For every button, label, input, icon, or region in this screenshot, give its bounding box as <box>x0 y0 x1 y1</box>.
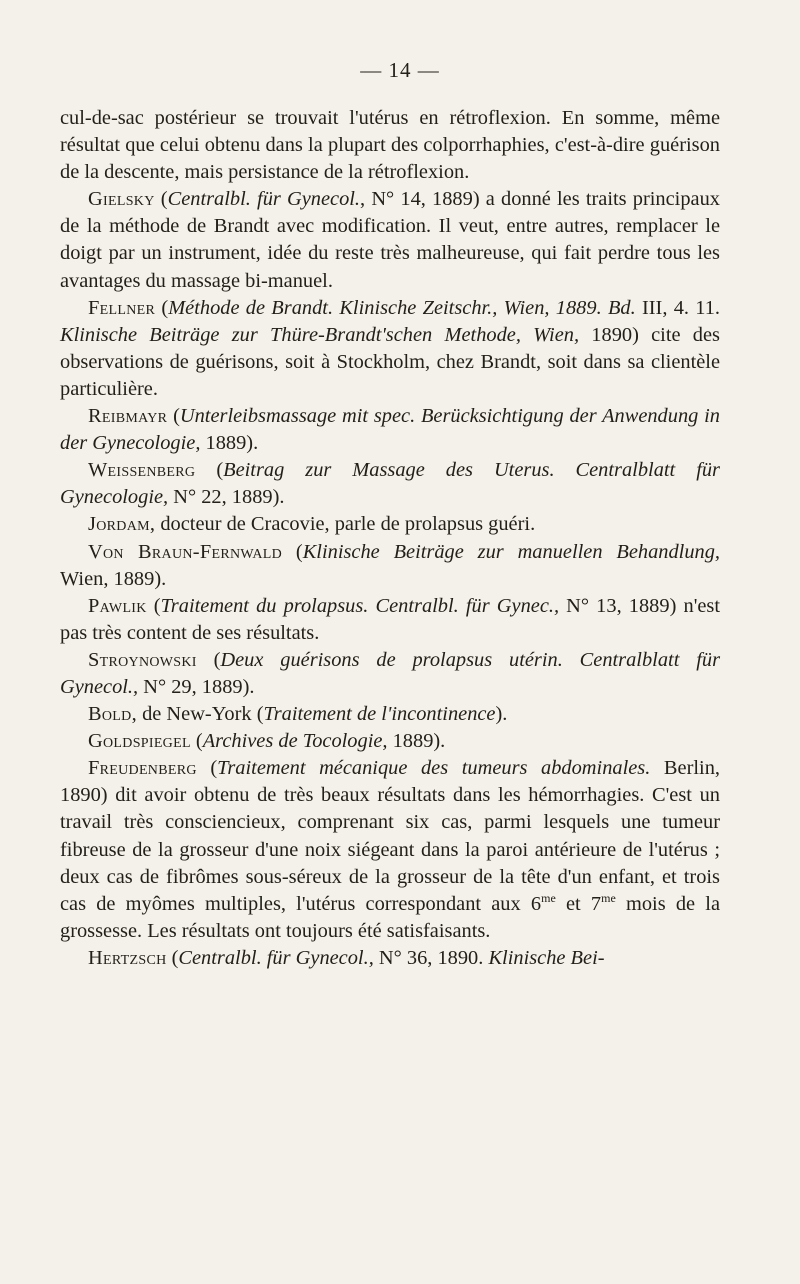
reference-title: Archives de Tocologie, <box>202 730 388 753</box>
paragraph-stroynowski <box>60 647 720 701</box>
author-name: Weissenberg <box>88 459 196 482</box>
reference-title: Traitement de l'incontinence <box>263 703 496 726</box>
paragraph-text: docteur de Cracovie, parle de prolapsus guéri. <box>155 513 536 536</box>
reference-title: Klinische Beiträge zur manuellen Behandlung, <box>302 540 721 563</box>
paragraph-text: n'est pas très content de ses résultats. <box>60 594 721 644</box>
ref-open: ( <box>161 296 169 319</box>
page-number: — 14 — <box>360 58 440 82</box>
ref-open: ( <box>196 757 218 780</box>
ref-close: 1889). <box>200 432 259 455</box>
superscript: me <box>541 890 556 905</box>
paragraph-text-3: mois de la grossesse. Les résultats ont toujours été satisfaisants. <box>60 892 721 942</box>
ref-close: Wien, 1889). <box>60 567 167 590</box>
author-name: Reibmayr <box>88 405 168 428</box>
author-name: Von Braun-Fernwald <box>88 540 283 563</box>
reference-title: Centralbl. für Gynecol., <box>178 946 374 969</box>
paragraph-gielsky <box>60 186 720 294</box>
author-name: Fellner <box>88 296 156 319</box>
paragraph-fellner <box>60 295 720 403</box>
paragraph-braun-fernwald <box>60 539 720 593</box>
paragraph-freudenberg <box>60 755 720 945</box>
paragraph-pawlik <box>60 593 720 647</box>
ref-close: N° 13, 1889) <box>559 594 677 617</box>
ref-close: 1889). <box>387 730 446 753</box>
ref-open: ( <box>196 648 221 671</box>
author-name: Bold, <box>88 703 137 726</box>
reference-title-2: Klinische Beiträge zur Thüre-Brandt'schen Methode, Wien, <box>60 323 580 346</box>
ref-open: ( <box>190 730 203 753</box>
ref-close: N° 29, 1889). <box>138 675 255 698</box>
paragraph-hertzsch <box>60 945 720 972</box>
paragraph-text-2: et 7 <box>555 892 602 915</box>
paragraph-continuation <box>60 105 720 186</box>
author-name: Freudenberg <box>88 757 197 780</box>
paragraph-text: a donné les traits principaux de la méthode de Brandt avec modification. Il veut, entre autres, remplacer le doigt par un instrument, idée du reste très malheureuse, qui fait perdre tous les avantages du massage bi-manuel. <box>60 188 720 292</box>
ref-close: N° 22, 1889). <box>168 486 285 509</box>
ref-close: 1890) <box>579 323 639 346</box>
reference-title: Méthode de Brandt. Klinische Zeitschr., Wien, 1889. Bd. <box>168 296 636 319</box>
page-body <box>60 105 720 972</box>
ref-close: ). <box>495 703 508 726</box>
ref-open: ( <box>146 594 161 617</box>
paragraph-text: de New-York <box>136 703 257 726</box>
paragraph-weissenberg <box>60 457 720 511</box>
author-name: Gielsky <box>88 188 155 211</box>
ref-mid: III, 4. 11. <box>635 296 720 319</box>
reference-title: Centralbl. für Gynecol. <box>167 188 361 211</box>
ref-mid: N° 36, 1890. <box>373 946 489 969</box>
author-name: Stroynowski <box>88 648 197 671</box>
paragraph-bold <box>60 701 720 728</box>
ref-open: ( <box>256 703 264 726</box>
author-name: Pawlik <box>88 594 147 617</box>
reference-title-2: Klinische Bei- <box>488 946 605 969</box>
reference-title: Deux guérisons de prolapsus utérin. Centralblatt für Gynecol., <box>60 648 721 698</box>
ref-close: Berlin, 1890) <box>60 757 720 807</box>
ref-close: , N° 14, 1889) <box>360 188 480 211</box>
paragraph-reibmayr <box>60 403 720 457</box>
reference-title: Beitrag zur Massage des Uterus. Centralblatt für Gynecologie, <box>60 459 720 509</box>
ref-open: ( <box>160 188 168 211</box>
author-name: Hertzsch <box>88 946 167 969</box>
reference-title: Traitement mécanique des tumeurs abdominales. <box>217 757 651 780</box>
author-name: Jordam, <box>88 513 156 536</box>
ref-open: ( <box>166 946 179 969</box>
paragraph-jordam <box>60 511 720 538</box>
author-name: Goldspiegel <box>88 730 191 753</box>
ref-open: ( <box>282 540 303 563</box>
paragraph-goldspiegel <box>60 728 720 755</box>
paragraph-text: dit avoir obtenu de très beaux résultats dans les hémorrhagies. C'est un travail très consciencieux, comprenant six cas, parmi lesquels une tumeur fibreuse de la grosseur d'une noix siégeant dans la paroi antérieure de l'utérus ; deux cas de fibrômes sous-séreux de la grosseur de la tête d'un enfant, et trois cas de myômes multiples, l'utérus correspondant aux 6 <box>60 784 720 915</box>
reference-title: Traitement du prolapsus. Centralbl. für Gynec., <box>160 594 560 617</box>
ref-open: ( <box>195 459 224 482</box>
paragraph-text: cul-de-sac postérieur se trouvait l'utérus en rétroflexion. En somme, même résultat que celui obtenu dans la plupart des colporrhaphies, c'est-à-dire guérison de la descente, mais persistance de la rétroflexion. <box>60 107 720 184</box>
superscript: me <box>601 890 616 905</box>
reference-title: Unterleibsmassage mit spec. Berücksichtigung der Anwendung in der Gynecologie, <box>60 405 720 455</box>
ref-open: ( <box>167 405 180 428</box>
paragraph-text: cite des observations de guérisons, soit à Stockholm, chez Brandt, soit dans sa clientèle particulière. <box>60 323 720 400</box>
